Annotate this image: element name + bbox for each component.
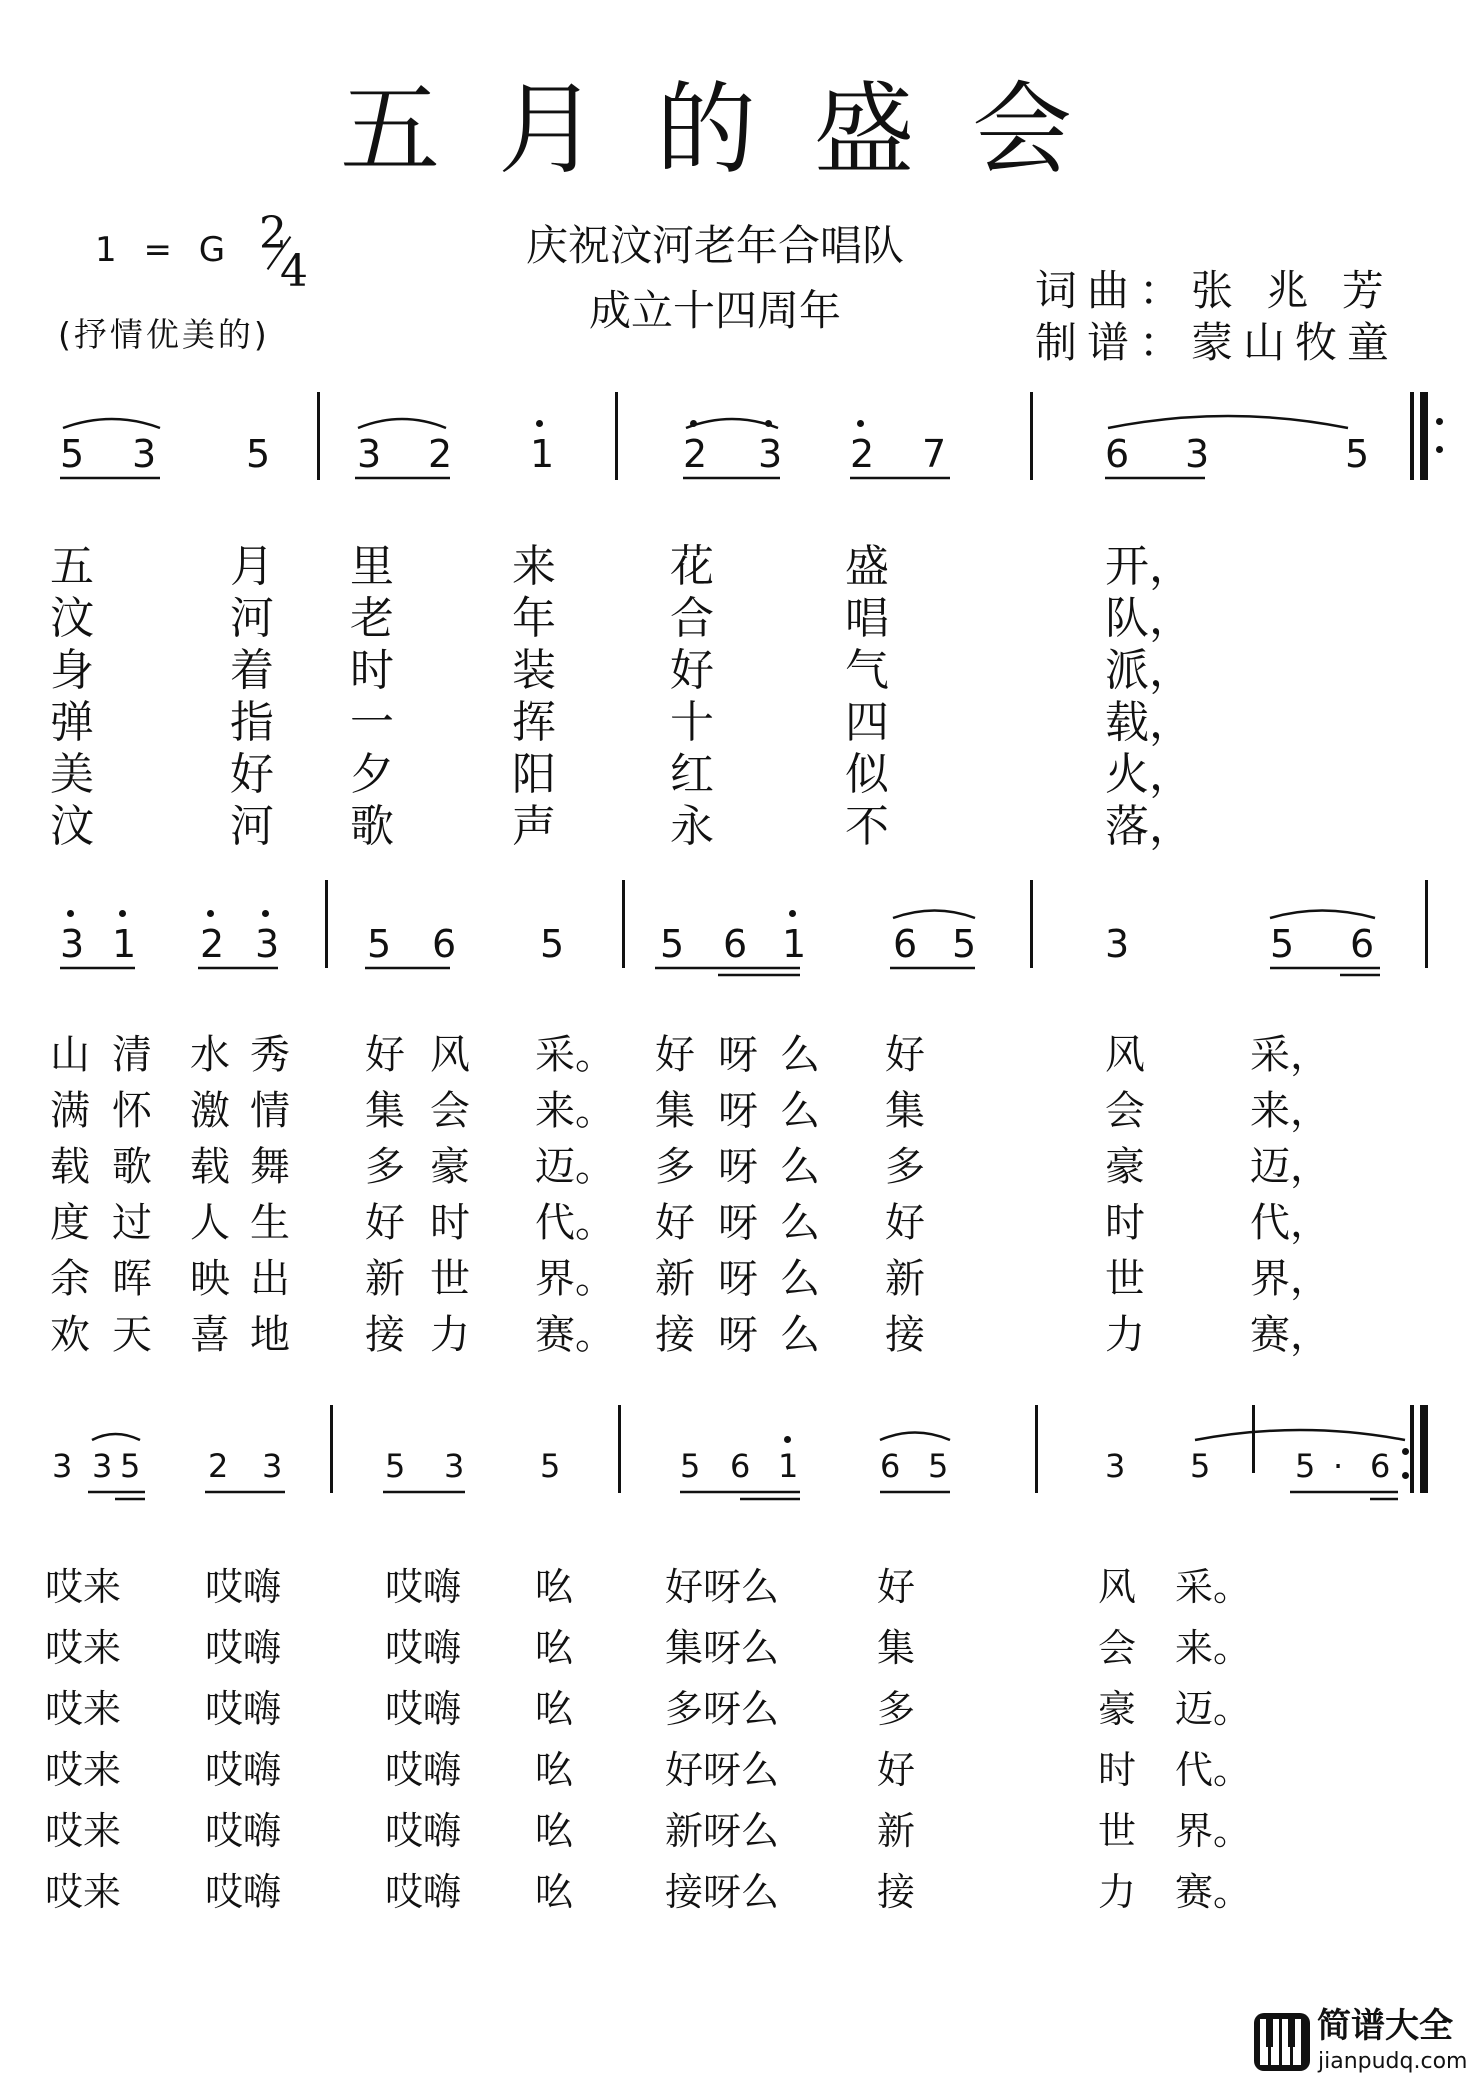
lyric-syllable: 吆 [535, 1626, 574, 1670]
lyric-syllable: 好 [885, 1200, 925, 1246]
lyric-syllable: 秀 [250, 1032, 290, 1078]
note: 3 [1105, 922, 1130, 966]
piano-icon [1252, 2011, 1312, 2073]
lyric-syllable: 欢 [50, 1312, 90, 1358]
note: 2 [200, 922, 225, 966]
lyric-syllable: 界， [1250, 1256, 1330, 1302]
lyric-syllable: 弹 [50, 697, 94, 748]
lyric-syllable: 河 [230, 801, 274, 852]
lyric-syllable: 河 [230, 593, 274, 644]
song-title: 五月的盛会 [340, 71, 1130, 188]
lyric-syllable: 阳 [512, 749, 556, 800]
lyric-syllable: 采。 [535, 1032, 615, 1078]
lyric-syllable: 接 [885, 1312, 925, 1358]
lyric-syllable: 好 [877, 1565, 916, 1609]
lyric-syllable: 十 [670, 697, 714, 748]
lyric-syllable: 夕 [350, 749, 394, 800]
lyric-syllable: 载， [1105, 697, 1193, 748]
lyric-syllable: 哎来 [45, 1748, 122, 1792]
lyric-syllable: 喜 [190, 1312, 230, 1358]
lyric-syllable: 开， [1105, 541, 1193, 592]
lyric-syllable: 怀 [112, 1088, 152, 1134]
note: 3 [60, 922, 85, 966]
note: 5 [1345, 432, 1370, 476]
note: 1 [112, 922, 137, 966]
lyric-syllable: 歌 [112, 1144, 152, 1190]
lyric-syllable: 代， [1250, 1200, 1330, 1246]
lyric-syllable: 汶 [50, 801, 94, 852]
lyric-syllable: 会 [1105, 1088, 1145, 1134]
lyric-syllable: 哎嗨 [205, 1687, 282, 1731]
note: 3 [357, 432, 382, 476]
lyric-syllable: 唱 [845, 593, 889, 644]
lyric-syllable: 接 [365, 1312, 405, 1358]
lyric-syllable: 山 [50, 1032, 90, 1078]
lyric-syllable: 集呀么 [665, 1626, 780, 1670]
lyric-syllable: 好 [885, 1032, 925, 1078]
lyric-syllable: 好 [670, 645, 714, 696]
lyric-syllable: 吆 [535, 1870, 574, 1914]
note: 6 [730, 1447, 751, 1485]
lyric-syllable: 集 [365, 1088, 405, 1134]
lyric-syllable: 里 [350, 541, 394, 592]
lyric-syllable: 哎嗨 [385, 1748, 462, 1792]
lyric-syllable: 么 [780, 1144, 820, 1190]
lyric-syllable: 哎嗨 [205, 1626, 282, 1670]
lyric-syllable: 集 [655, 1088, 695, 1134]
note: 6 [880, 1447, 901, 1485]
lyric-syllable: 多 [885, 1144, 925, 1190]
lyric-syllable: 气 [845, 645, 889, 696]
lyric-syllable: 地 [250, 1312, 290, 1358]
note: 5 [540, 922, 565, 966]
lyric-syllable: 余 [50, 1256, 90, 1302]
lyric-syllable: 年 [512, 593, 556, 644]
lyric-syllable: 满 [50, 1088, 90, 1134]
lyric-syllable: 情 [250, 1088, 290, 1134]
expression-mark: (抒情优美的) [58, 315, 270, 354]
lyric-syllable: 时 [1105, 1200, 1145, 1246]
credit-lyrics-music: 词曲：张 兆 芳 [1035, 266, 1394, 315]
note: 5 [952, 922, 977, 966]
lyric-syllable: 来 [512, 541, 556, 592]
lyric-syllable: 哎嗨 [385, 1687, 462, 1731]
lyric-syllable: 着 [230, 645, 274, 696]
lyric-syllable: 哎嗨 [385, 1626, 462, 1670]
lyric-syllable: 好 [655, 1200, 695, 1246]
lyric-syllable: 世 [1098, 1809, 1137, 1853]
lyric-syllable: 代。 [535, 1200, 615, 1246]
lyric-syllable: 会 [430, 1088, 470, 1134]
watermark-url: jianpudq.com [1318, 2049, 1468, 2074]
lyric-syllable: 哎嗨 [385, 1809, 462, 1853]
lyric-syllable: 呀 [718, 1200, 758, 1246]
note: 1 [530, 432, 555, 476]
lyric-syllable: 出 [250, 1256, 290, 1302]
lyric-syllable: 哎嗨 [205, 1870, 282, 1914]
credit-transcriber: 制谱：蒙山牧童 [1035, 318, 1400, 367]
note: 5 [367, 922, 392, 966]
lyric-syllable: 世 [430, 1256, 470, 1302]
lyric-syllable: 哎嗨 [205, 1748, 282, 1792]
note: 5 [1190, 1447, 1211, 1485]
lyric-syllable: 哎来 [45, 1565, 122, 1609]
lyric-syllable: 豪 [430, 1144, 470, 1190]
lyric-syllable: 时 [1098, 1748, 1137, 1792]
note: 6 [893, 922, 918, 966]
lyric-syllable: 集 [885, 1088, 925, 1134]
note: 1 [782, 922, 807, 966]
note: 5 [660, 922, 685, 966]
note: 5 [385, 1447, 406, 1485]
lyric-syllable: 四 [845, 697, 889, 748]
lyric-syllable: 载 [190, 1144, 230, 1190]
lyric-syllable: 好 [655, 1032, 695, 1078]
lyric-syllable: 力 [430, 1312, 470, 1358]
note: 5 [60, 432, 85, 476]
lyric-syllable: 赛。 [1175, 1870, 1252, 1914]
lyric-syllable: 新 [655, 1256, 695, 1302]
lyric-syllable: 哎嗨 [205, 1565, 282, 1609]
lyric-syllable: 呀 [718, 1144, 758, 1190]
note: 3 [1105, 1447, 1126, 1485]
lyric-syllable: 队， [1105, 593, 1193, 644]
lyric-syllable: 会 [1098, 1626, 1137, 1670]
lyric-syllable: 么 [780, 1032, 820, 1078]
lyric-syllable: 呀 [718, 1032, 758, 1078]
lyric-syllable: 好 [230, 749, 274, 800]
lyric-syllable: 接 [877, 1870, 916, 1914]
lyric-syllable: 哎来 [45, 1626, 122, 1670]
note: 3 [1185, 432, 1210, 476]
lyric-syllable: 界。 [1175, 1809, 1252, 1853]
note: 5 [120, 1447, 141, 1485]
lyric-syllable: 挥 [512, 697, 556, 748]
note: 5 [246, 432, 271, 476]
note: 6 [1370, 1447, 1391, 1485]
lyric-syllable: 风 [430, 1032, 470, 1078]
note: 3 [255, 922, 280, 966]
dot-note: · [1333, 1447, 1344, 1485]
lyric-syllable: 接呀么 [665, 1870, 780, 1914]
lyric-syllable: 界。 [535, 1256, 615, 1302]
note: 2 [428, 432, 453, 476]
watermark-name: 简谱大全 [1317, 2006, 1453, 2046]
note: 5 [928, 1447, 949, 1485]
note: 2 [208, 1447, 229, 1485]
lyric-syllable: 新 [877, 1809, 916, 1853]
lyric-syllable: 身 [50, 645, 94, 696]
note: 1 [778, 1447, 799, 1485]
lyric-syllable: 哎嗨 [385, 1565, 462, 1609]
lyric-syllable: 老 [350, 593, 394, 644]
lyric-syllable: 迈。 [1175, 1687, 1252, 1731]
lyric-syllable: 映 [190, 1256, 230, 1302]
lyric-syllable: 集 [877, 1626, 916, 1670]
lyric-syllable: 生 [250, 1200, 290, 1246]
lyric-syllable: 时 [430, 1200, 470, 1246]
lyric-syllable: 么 [780, 1256, 820, 1302]
time-signature-top: 2 [259, 208, 287, 259]
lyric-syllable: 赛， [1250, 1312, 1330, 1358]
lyric-syllable: 采， [1250, 1032, 1330, 1078]
lyric-syllable: 代。 [1175, 1748, 1252, 1792]
note: 6 [432, 922, 457, 966]
watermark-logo [1252, 2006, 1468, 2077]
lyric-syllable: 晖 [112, 1256, 152, 1302]
lyric-syllable: 多 [365, 1144, 405, 1190]
lyric-syllable: 火， [1105, 749, 1193, 800]
lyric-syllable: 水 [190, 1032, 230, 1078]
lyric-syllable: 五 [50, 541, 94, 592]
lyric-syllable: 力 [1105, 1312, 1145, 1358]
lyric-syllable: 舞 [250, 1144, 290, 1190]
lyric-syllable: 永 [670, 801, 714, 852]
lyric-syllable: 来。 [535, 1088, 615, 1134]
lyric-syllable: 赛。 [535, 1312, 615, 1358]
lyric-syllable: 么 [780, 1312, 820, 1358]
lyric-syllable: 好 [365, 1032, 405, 1078]
note: 3 [262, 1447, 283, 1485]
note: 7 [922, 432, 947, 476]
lyric-syllable: 月 [230, 541, 274, 592]
dedication-line-1: 庆祝汶河老年合唱队 [525, 221, 904, 270]
lyric-syllable: 落， [1105, 801, 1193, 852]
lyric-syllable: 天 [112, 1312, 152, 1358]
lyric-syllable: 豪 [1105, 1144, 1145, 1190]
note: 5 [1270, 922, 1295, 966]
lyric-syllable: 哎嗨 [385, 1870, 462, 1914]
lyric-syllable: 派， [1105, 645, 1193, 696]
note: 5 [1295, 1447, 1316, 1485]
lyric-syllable: 来， [1250, 1088, 1330, 1134]
lyric-syllable: 载 [50, 1144, 90, 1190]
lyric-syllable: 呀 [718, 1312, 758, 1358]
dedication-line-2: 成立十四周年 [588, 286, 841, 335]
lyric-syllable: 哎来 [45, 1687, 122, 1731]
lyric-syllable: 新呀么 [665, 1809, 780, 1853]
note: 2 [850, 432, 875, 476]
lyric-syllable: 装 [512, 645, 556, 696]
lyric-syllable: 美 [50, 749, 94, 800]
lyric-syllable: 么 [780, 1088, 820, 1134]
lyric-syllable: 么 [780, 1200, 820, 1246]
lyric-syllable: 度 [50, 1200, 90, 1246]
lyric-syllable: 吆 [535, 1748, 574, 1792]
lyric-syllable: 红 [670, 749, 714, 800]
lyric-syllable: 花 [670, 541, 714, 592]
note: 3 [52, 1447, 73, 1485]
lyric-syllable: 力 [1098, 1870, 1137, 1914]
lyric-syllable: 多 [877, 1687, 916, 1731]
lyric-syllable: 似 [845, 749, 889, 800]
lyric-syllable: 合 [670, 593, 714, 644]
lyric-syllable: 吆 [535, 1809, 574, 1853]
lyric-syllable: 吆 [535, 1565, 574, 1609]
lyric-syllable: 人 [190, 1200, 230, 1246]
lyric-syllable: 风 [1098, 1565, 1137, 1609]
lyric-syllable: 采。 [1175, 1565, 1252, 1609]
high-octave-dot [784, 1436, 791, 1443]
lyric-syllable: 迈， [1250, 1144, 1330, 1190]
lyric-syllable: 哎来 [45, 1870, 122, 1914]
lyric-syllable: 盛 [845, 541, 889, 592]
lyric-syllable: 多呀么 [665, 1687, 780, 1731]
lyric-syllable: 好呀么 [665, 1748, 780, 1792]
note: 5 [540, 1447, 561, 1485]
lyric-syllable: 声 [512, 801, 556, 852]
lyric-syllable: 好 [365, 1200, 405, 1246]
lyric-syllable: 呀 [718, 1088, 758, 1134]
lyric-syllable: 呀 [718, 1256, 758, 1302]
lyric-syllable: 新 [365, 1256, 405, 1302]
lyric-syllable: 豪 [1098, 1687, 1137, 1731]
lyric-syllable: 不 [845, 801, 889, 852]
note: 3 [758, 432, 783, 476]
note: 6 [1105, 432, 1130, 476]
note: 2 [683, 432, 708, 476]
lyric-syllable: 来。 [1175, 1626, 1252, 1670]
lyric-syllable: 新 [885, 1256, 925, 1302]
time-signature-bottom: 4 [280, 246, 308, 297]
lyric-syllable: 迈。 [535, 1144, 615, 1190]
lyric-syllable: 时 [350, 645, 394, 696]
lyric-syllable: 多 [655, 1144, 695, 1190]
lyric-syllable: 汶 [50, 593, 94, 644]
lyric-syllable: 世 [1105, 1256, 1145, 1302]
note: 6 [723, 922, 748, 966]
lyric-syllable: 激 [190, 1088, 230, 1134]
lyric-syllable: 好 [877, 1748, 916, 1792]
lyric-syllable: 歌 [350, 801, 394, 852]
lyric-syllable: 吆 [535, 1687, 574, 1731]
note: 5 [680, 1447, 701, 1485]
note: 3 [92, 1447, 113, 1485]
lyric-syllable: 一 [350, 697, 394, 748]
lyric-syllable: 过 [112, 1200, 152, 1246]
lyric-syllable: 接 [655, 1312, 695, 1358]
key-signature: 1 = G [95, 230, 234, 270]
lyric-syllable: 哎来 [45, 1809, 122, 1853]
note: 3 [132, 432, 157, 476]
note: 6 [1350, 922, 1375, 966]
note: 3 [444, 1447, 465, 1485]
lyric-syllable: 风 [1105, 1032, 1145, 1078]
lyric-syllable: 哎嗨 [205, 1809, 282, 1853]
lyric-syllable: 清 [112, 1032, 152, 1078]
lyric-syllable: 好呀么 [665, 1565, 780, 1609]
lyric-syllable: 指 [230, 697, 274, 748]
